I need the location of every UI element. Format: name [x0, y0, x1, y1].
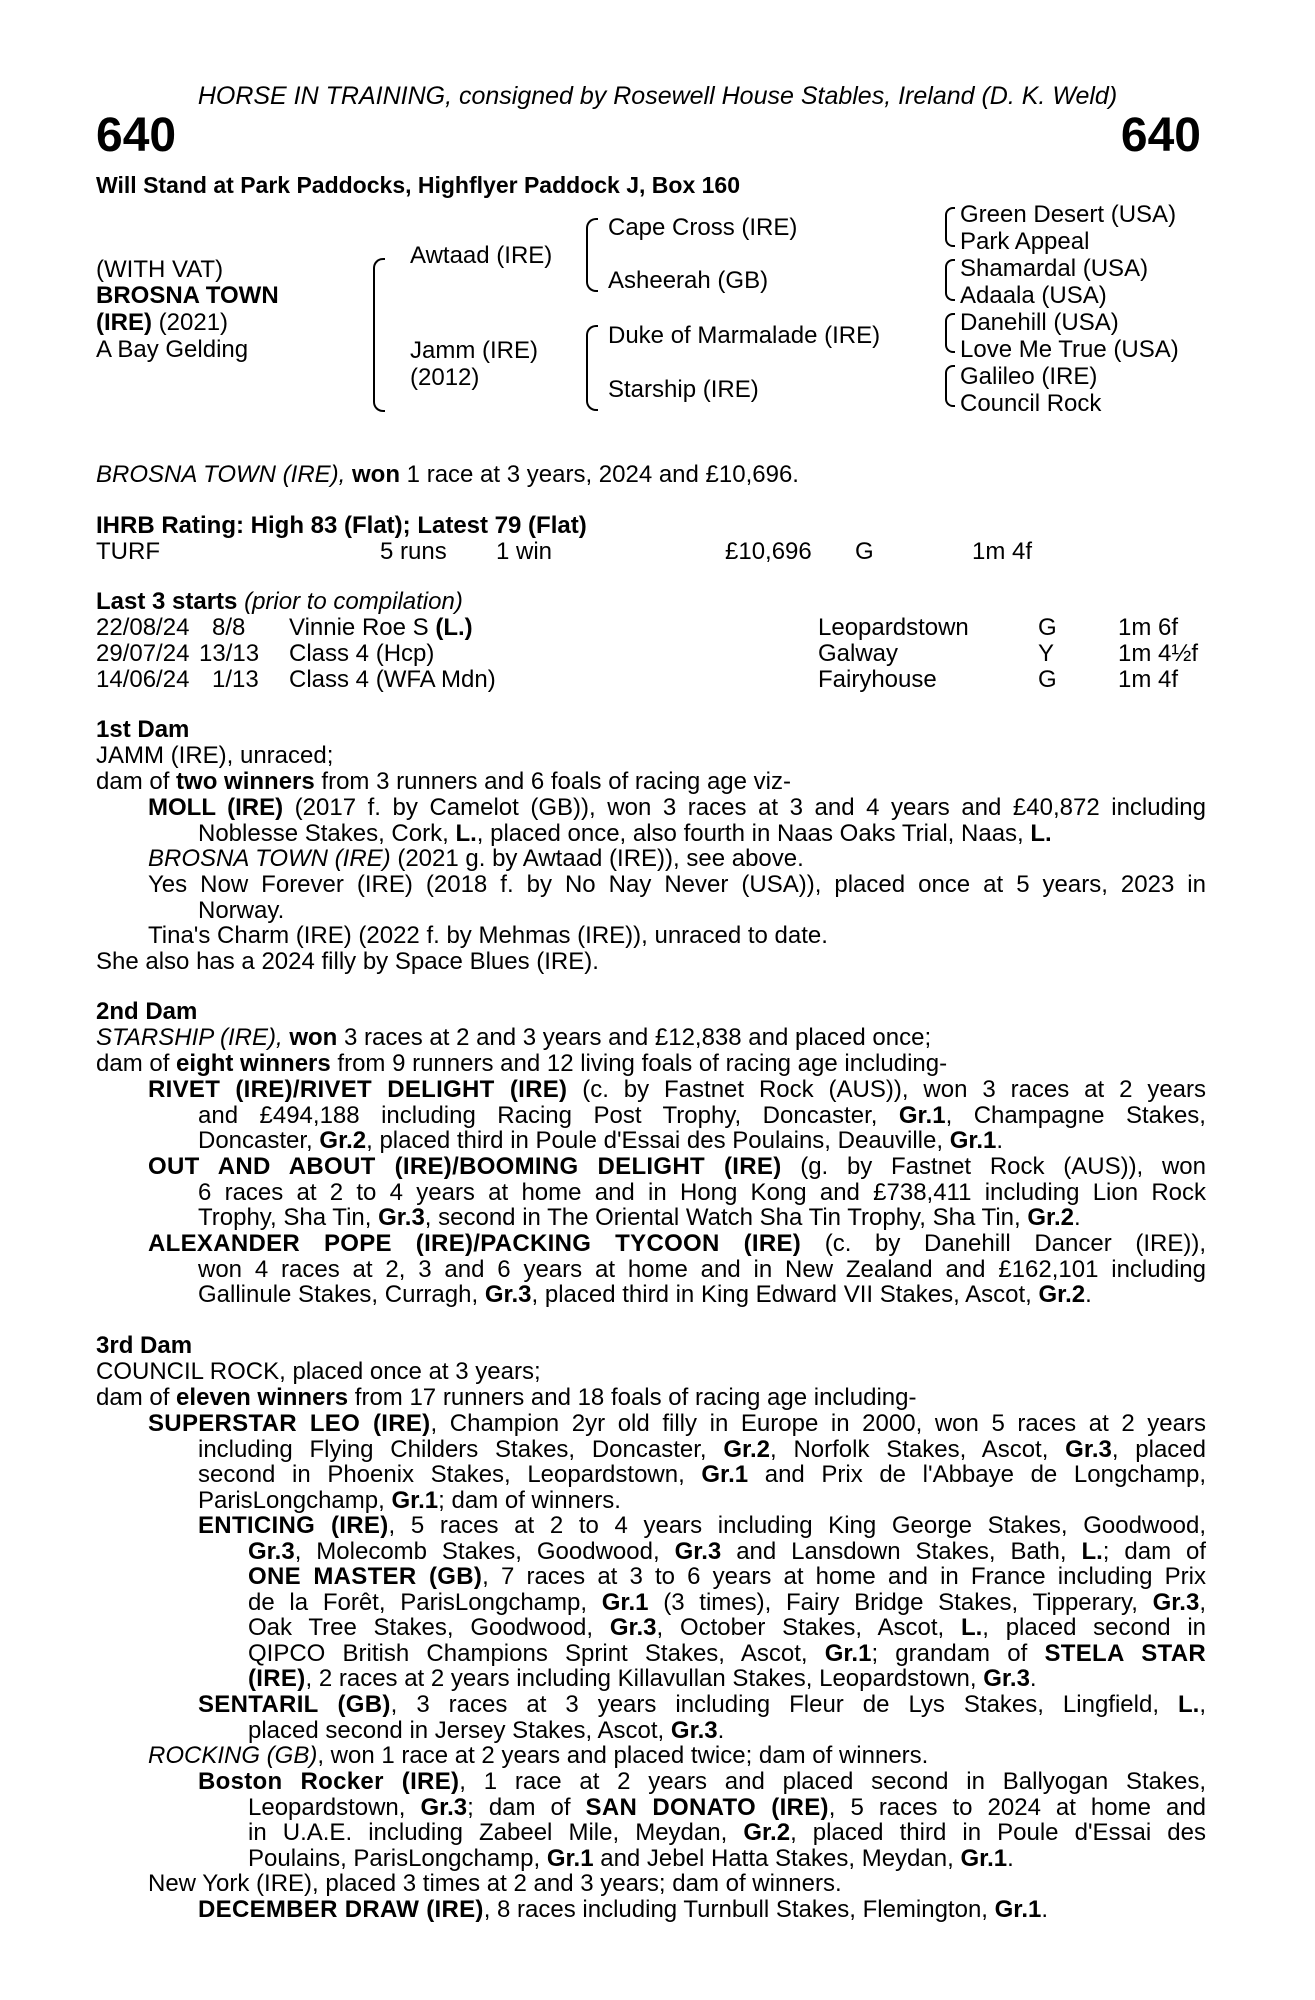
progeny-enticing — [198, 1513, 1206, 1692]
progeny-alexander-pope — [148, 1231, 1206, 1308]
text: , Champagne Stakes, — [945, 1102, 1206, 1128]
line — [198, 1539, 1206, 1565]
sire: Awtaad (IRE) — [410, 242, 553, 269]
grade: Gr.2 — [723, 1436, 771, 1462]
text: . — [717, 1717, 725, 1743]
lot-number-right: 640 — [1120, 109, 1201, 162]
text: de la Forêt, ParisLongchamp, — [248, 1589, 602, 1615]
text: including Flying Childers Stakes, Doncaster, — [198, 1436, 724, 1462]
text: dam of — [96, 768, 177, 795]
horse-name-bold: ONE MASTER (GB) — [248, 1564, 483, 1590]
text: , Champion 2yr old filly in Europe in 2000, won 5 races at 2 years — [430, 1411, 1206, 1437]
horse-name-bold: Boston Rocker (IRE) — [198, 1769, 460, 1795]
text: . — [1029, 1666, 1037, 1692]
text: (c. by Fastnet Rock (AUS)), won 3 races at 2 years — [567, 1077, 1206, 1103]
line — [198, 1666, 1206, 1692]
rating-wins: 1 win — [496, 538, 553, 565]
progeny-brosna — [148, 846, 804, 872]
text: , 2 races at 2 years including Killavullan Stakes, Leopardstown, — [305, 1666, 984, 1692]
text: Gallinule Stakes, Curragh, — [198, 1282, 485, 1308]
text: , won 1 race at 2 years and placed twice; dam of winners. — [317, 1742, 929, 1769]
third-dam-line2 — [96, 1385, 916, 1411]
progeny-sentaril — [198, 1692, 1206, 1743]
line — [198, 1795, 1206, 1821]
brace-main — [373, 258, 385, 412]
first-dam-line2 — [96, 769, 791, 795]
grade: Gr.1 — [601, 1589, 649, 1615]
second-dam-title: 2nd Dam — [96, 998, 198, 1025]
brace-ds — [945, 313, 955, 353]
text: placed second in Jersey Stakes, Ascot, — [248, 1717, 671, 1743]
dam-name-italic: STARSHIP (IRE), — [96, 1024, 283, 1051]
text: (3 times), Fairy Bridge Stakes, Tipperary, — [648, 1589, 1153, 1615]
start-distance: 1m 4½f — [1118, 640, 1199, 667]
summary-rest: 1 race at 3 years, 2024 and £10,696. — [400, 461, 799, 488]
grade: Gr.2 — [1038, 1282, 1086, 1308]
text: ; dam of — [1102, 1538, 1206, 1564]
text: , placed third in King Edward VII Stakes, Ascot, — [531, 1282, 1039, 1308]
start-course: Galway — [818, 640, 899, 667]
grade: Gr.3 — [248, 1538, 295, 1564]
text: ; grandam of — [871, 1640, 1045, 1666]
text: Oak Tree Stakes, Goodwood, — [248, 1615, 610, 1641]
won: won — [282, 1024, 338, 1051]
text: , 7 races at 3 to 6 years at home and in France including Prix — [482, 1564, 1206, 1590]
grade: Gr.1 — [949, 1128, 997, 1154]
line — [198, 1564, 1206, 1590]
rating-distance: 1m 4f — [972, 538, 1033, 565]
line: won 4 races at 2, 3 and 6 years at home and in New Zealand and £162,101 including — [198, 1256, 1206, 1282]
start-distance: 1m 6f — [1118, 614, 1179, 641]
start-course: Leopardstown — [818, 614, 969, 641]
line: 6 races at 2 to 4 years at home and in Hong Kong and £738,411 including Lion Rock — [198, 1179, 1206, 1205]
grade: Gr.1 — [824, 1640, 872, 1666]
grade: Gr.1 — [391, 1487, 439, 1513]
grade: L. — [960, 1615, 983, 1641]
rating-title: IHRB Rating: High 83 (Flat); Latest 79 (Flat) — [96, 512, 587, 539]
winners-count: eleven winners — [176, 1384, 349, 1411]
text: , placed once, also fourth in Naas Oaks Trial, Naas, — [476, 820, 1031, 846]
start-going: G — [1038, 666, 1057, 693]
text: and Lansdown Stakes, Bath, — [721, 1538, 1082, 1564]
line — [148, 1437, 1206, 1463]
progeny-boston-rocker — [198, 1769, 1206, 1871]
start-distance: 1m 4f — [1118, 666, 1179, 693]
line — [148, 1282, 1206, 1308]
text: (2021 g. by Awtaad (IRE)), see above. — [390, 845, 804, 872]
first-dam-title: 1st Dam — [96, 716, 190, 743]
start-race-grade: (L.) — [435, 614, 473, 641]
line — [148, 1128, 1206, 1154]
horse-name-bold: MOLL (IRE) — [148, 795, 284, 821]
grade: L. — [1030, 820, 1052, 846]
horse-name-bold: ALEXANDER POPE (IRE)/PACKING TYCOON (IRE) — [148, 1231, 802, 1257]
horse-name-italic: BROSNA TOWN (IRE) — [148, 845, 391, 872]
progeny-december-draw — [198, 1897, 1048, 1923]
grade: Gr.1 — [701, 1462, 749, 1488]
horse-name-bold: SENTARIL (GB) — [198, 1692, 391, 1718]
text: , — [1199, 1692, 1206, 1718]
text: QIPCO British Champions Sprint Stakes, Ascot, — [248, 1640, 825, 1666]
text: , second in The Oriental Watch Sha Tin Trophy, Sha Tin, — [424, 1205, 1028, 1231]
lot-number-left: 640 — [96, 109, 177, 162]
start-race — [289, 615, 473, 641]
horse-origin — [96, 310, 228, 336]
horse-name-bold: RIVET (IRE)/RIVET DELIGHT (IRE) — [148, 1077, 568, 1103]
text: ; dam of — [467, 1794, 586, 1820]
horse-name-bold: (IRE) — [248, 1666, 306, 1692]
start-date: 22/08/24 — [96, 614, 190, 641]
dsd: Love Me True (USA) — [960, 336, 1179, 363]
brace-sd — [945, 259, 955, 301]
progeny-rocking — [148, 1743, 928, 1769]
line — [148, 1103, 1206, 1129]
horse-name-bold: DECEMBER DRAW (IRE) — [198, 1896, 484, 1923]
text: in U.A.E. including Zabeel Mile, Meydan, — [248, 1820, 744, 1846]
ddd: Council Rock — [960, 390, 1102, 417]
line — [198, 1769, 1206, 1795]
line — [148, 1205, 1206, 1231]
grade: Gr.3 — [1065, 1436, 1112, 1462]
line — [148, 1462, 1206, 1488]
summary-name: BROSNA TOWN (IRE), — [96, 461, 346, 488]
horse-name-bold: SAN DONATO (IRE) — [585, 1794, 829, 1820]
first-dam-also: She also has a 2024 filly by Space Blues (IRE). — [96, 948, 599, 975]
line — [148, 1231, 1206, 1257]
text: , 5 races at 2 to 4 years including King George Stakes, Goodwood, — [388, 1513, 1206, 1539]
ssd: Park Appeal — [960, 228, 1090, 255]
progeny-superstar-leo — [148, 1411, 1206, 1513]
text: , 3 races at 3 years including Fleur de Lys Stakes, Lingfield, — [390, 1692, 1178, 1718]
text: Trophy, Sha Tin, — [198, 1205, 379, 1231]
line — [148, 1154, 1206, 1180]
grade: Gr.3 — [609, 1615, 657, 1641]
text: . — [1041, 1896, 1049, 1923]
race-summary — [96, 462, 799, 488]
start-race-name: Class 4 (Hcp) — [289, 640, 435, 667]
grade: Gr.3 — [670, 1717, 718, 1743]
progeny-new-york: New York (IRE), placed 3 times at 2 and 3 years; dam of winners. — [148, 1870, 842, 1897]
grade: L. — [1081, 1538, 1103, 1564]
grade: Gr.3 — [484, 1282, 532, 1308]
start-race — [289, 641, 434, 667]
grade: Gr.2 — [1027, 1205, 1075, 1231]
line — [148, 1411, 1206, 1437]
horse-name: BROSNA TOWN — [96, 282, 279, 309]
progeny-moll — [148, 795, 1206, 846]
start-race-name: Vinnie Roe S — [289, 614, 436, 641]
rating-runs: 5 runs — [380, 538, 447, 565]
dam: Jamm (IRE) — [410, 337, 538, 364]
text: . — [1085, 1282, 1092, 1308]
rating-earnings: £10,696 — [725, 538, 812, 565]
dam-dam: Starship (IRE) — [608, 376, 759, 403]
sire-sire: Cape Cross (IRE) — [608, 214, 798, 241]
text: . — [996, 1128, 1004, 1154]
text: dam of — [96, 1384, 177, 1411]
dds: Galileo (IRE) — [960, 363, 1098, 390]
horse-name-italic: ROCKING (GB) — [148, 1742, 318, 1769]
text: , placed third in Poule d'Essai des — [790, 1820, 1206, 1846]
start-date: 29/07/24 — [96, 640, 190, 667]
second-dam-line2 — [96, 1051, 947, 1077]
text: Poulains, ParisLongchamp, — [248, 1845, 547, 1871]
progeny-tinas-charm: Tina's Charm (IRE) (2022 f. by Mehmas (IRE)), unraced to date. — [148, 922, 828, 949]
line: Norway. — [198, 897, 285, 923]
rating-surface: TURF — [96, 538, 160, 565]
text: , placed second in — [982, 1615, 1206, 1641]
stand-location: Will Stand at Park Paddocks, Highflyer Paddock J, Box 160 — [96, 172, 740, 198]
progeny-yes-now-forever — [148, 872, 1206, 923]
text: , placed — [1111, 1436, 1206, 1462]
start-race — [289, 667, 496, 693]
winners-count: eight winners — [176, 1050, 331, 1077]
last-starts-title: Last 3 starts — [96, 588, 238, 615]
text: Doncaster, — [198, 1128, 320, 1154]
text: and Prix de l'Abbaye de Longchamp, — [748, 1462, 1206, 1488]
winners-count: two winners — [176, 768, 315, 795]
dss: Danehill (USA) — [960, 309, 1119, 336]
line — [198, 1692, 1206, 1718]
horse-suffix: (IRE) — [96, 309, 152, 336]
text: , October Stakes, Ascot, — [656, 1615, 961, 1641]
consignor-header: HORSE IN TRAINING, consigned by Rosewell House Stables, Ireland (D. K. Weld) — [197, 82, 1118, 110]
line — [198, 1590, 1206, 1616]
sds: Shamardal (USA) — [960, 255, 1149, 282]
line — [198, 1846, 1206, 1872]
line — [148, 821, 1206, 847]
brace-dd — [945, 365, 955, 407]
line — [198, 1641, 1206, 1667]
text: second in Phoenix Stakes, Leopardstown, — [198, 1462, 702, 1488]
text: ; dam of winners. — [438, 1487, 621, 1513]
grade: Gr.1 — [994, 1896, 1042, 1923]
start-position: 13/13 — [199, 640, 260, 667]
line — [148, 1488, 1206, 1514]
text: Noblesse Stakes, Cork, — [198, 820, 456, 846]
start-going: Y — [1038, 640, 1055, 667]
line — [198, 1513, 1206, 1539]
rating-going: G — [855, 538, 874, 565]
text: , placed third in Poule d'Essai des Poulains, Deauville, — [366, 1128, 950, 1154]
last-starts-note: (prior to compilation) — [237, 588, 463, 615]
text: dam of — [96, 1050, 177, 1077]
third-dam-line1: COUNCIL ROCK, placed once at 3 years; — [96, 1358, 541, 1385]
text: and Jebel Hatta Stakes, Meydan, — [593, 1845, 961, 1871]
text: , Molecomb Stakes, Goodwood, — [294, 1538, 675, 1564]
line — [198, 1820, 1206, 1846]
first-dam-line1: JAMM (IRE), unraced; — [96, 742, 334, 769]
sire-dam: Asheerah (GB) — [608, 267, 769, 294]
text: from 9 runners and 12 living foals of racing age including- — [330, 1050, 948, 1077]
text: 3 races at 2 and 3 years and £12,838 and placed once; — [337, 1024, 932, 1051]
last-starts-heading — [96, 589, 463, 615]
brace-sire — [586, 218, 598, 292]
brace-dam — [586, 325, 598, 411]
grade: Gr.1 — [898, 1102, 946, 1128]
grade: Gr.3 — [1152, 1589, 1200, 1615]
text: ParisLongchamp, — [198, 1487, 392, 1513]
dam-year: (2012) — [410, 364, 480, 391]
line — [198, 1615, 1206, 1641]
text: , Norfolk Stakes, Ascot, — [770, 1436, 1066, 1462]
vat-label: (WITH VAT) — [96, 256, 224, 283]
text: , — [1199, 1589, 1206, 1615]
grade: Gr.3 — [420, 1794, 468, 1820]
horse-name-bold: OUT AND ABOUT (IRE)/BOOMING DELIGHT (IRE) — [148, 1154, 782, 1180]
text: (c. by Danehill Dancer (IRE)), — [801, 1231, 1206, 1257]
start-position: 8/8 — [212, 614, 246, 641]
start-position: 1/13 — [212, 666, 259, 693]
grade: Gr.3 — [674, 1538, 722, 1564]
text: Leopardstown, — [248, 1794, 421, 1820]
text: , 8 races including Turnbull Stakes, Flemington, — [483, 1896, 995, 1923]
grade: Gr.3 — [378, 1205, 425, 1231]
horse-name-bold: ENTICING (IRE) — [198, 1513, 389, 1539]
text: . — [1074, 1205, 1081, 1231]
sss: Green Desert (USA) — [960, 201, 1177, 228]
sdd: Adaala (USA) — [960, 282, 1107, 309]
brace-ss — [945, 207, 955, 247]
start-course: Fairyhouse — [818, 666, 937, 693]
text: , 5 races to 2024 at home and — [828, 1794, 1206, 1820]
text: (2017 f. by Camelot (GB)), won 3 races at 3 and 4 years and £40,872 including — [283, 795, 1206, 821]
second-dam-line1 — [96, 1025, 931, 1051]
grade: L. — [1178, 1692, 1200, 1718]
text: from 3 runners and 6 foals of racing age viz- — [314, 768, 791, 795]
text: (g. by Fastnet Rock (AUS)), won — [781, 1154, 1206, 1180]
line — [148, 795, 1206, 821]
start-date: 14/06/24 — [96, 666, 190, 693]
third-dam-title: 3rd Dam — [96, 1332, 193, 1359]
grade: Gr.2 — [319, 1128, 367, 1154]
line — [198, 1718, 1206, 1744]
grade: Gr.1 — [960, 1845, 1008, 1871]
text: and £494,188 including Racing Post Trophy, Doncaster, — [198, 1102, 899, 1128]
progeny-out-and-about — [148, 1154, 1206, 1231]
line: Yes Now Forever (IRE) (2018 f. by No Nay Never (USA)), placed once at 5 years, 2023 in — [148, 872, 1206, 898]
grade: Gr.1 — [546, 1845, 594, 1871]
text: from 17 runners and 18 foals of racing age including- — [348, 1384, 917, 1411]
grade: L. — [455, 820, 477, 846]
summary-won: won — [352, 461, 401, 488]
horse-year: (2021) — [152, 309, 229, 336]
horse-name-bold: SUPERSTAR LEO (IRE) — [148, 1411, 431, 1437]
progeny-rivet — [148, 1077, 1206, 1154]
horse-description: A Bay Gelding — [96, 336, 249, 363]
dam-sire: Duke of Marmalade (IRE) — [608, 322, 881, 349]
start-race-name: Class 4 (WFA Mdn) — [289, 666, 496, 693]
grade: Gr.3 — [983, 1666, 1030, 1692]
text: . — [1007, 1845, 1014, 1871]
line — [148, 1077, 1206, 1103]
start-going: G — [1038, 614, 1057, 641]
grade: Gr.2 — [743, 1820, 791, 1846]
horse-name-bold: STELA STAR — [1044, 1640, 1206, 1666]
text: , 1 race at 2 years and placed second in Ballyogan Stakes, — [459, 1769, 1206, 1795]
